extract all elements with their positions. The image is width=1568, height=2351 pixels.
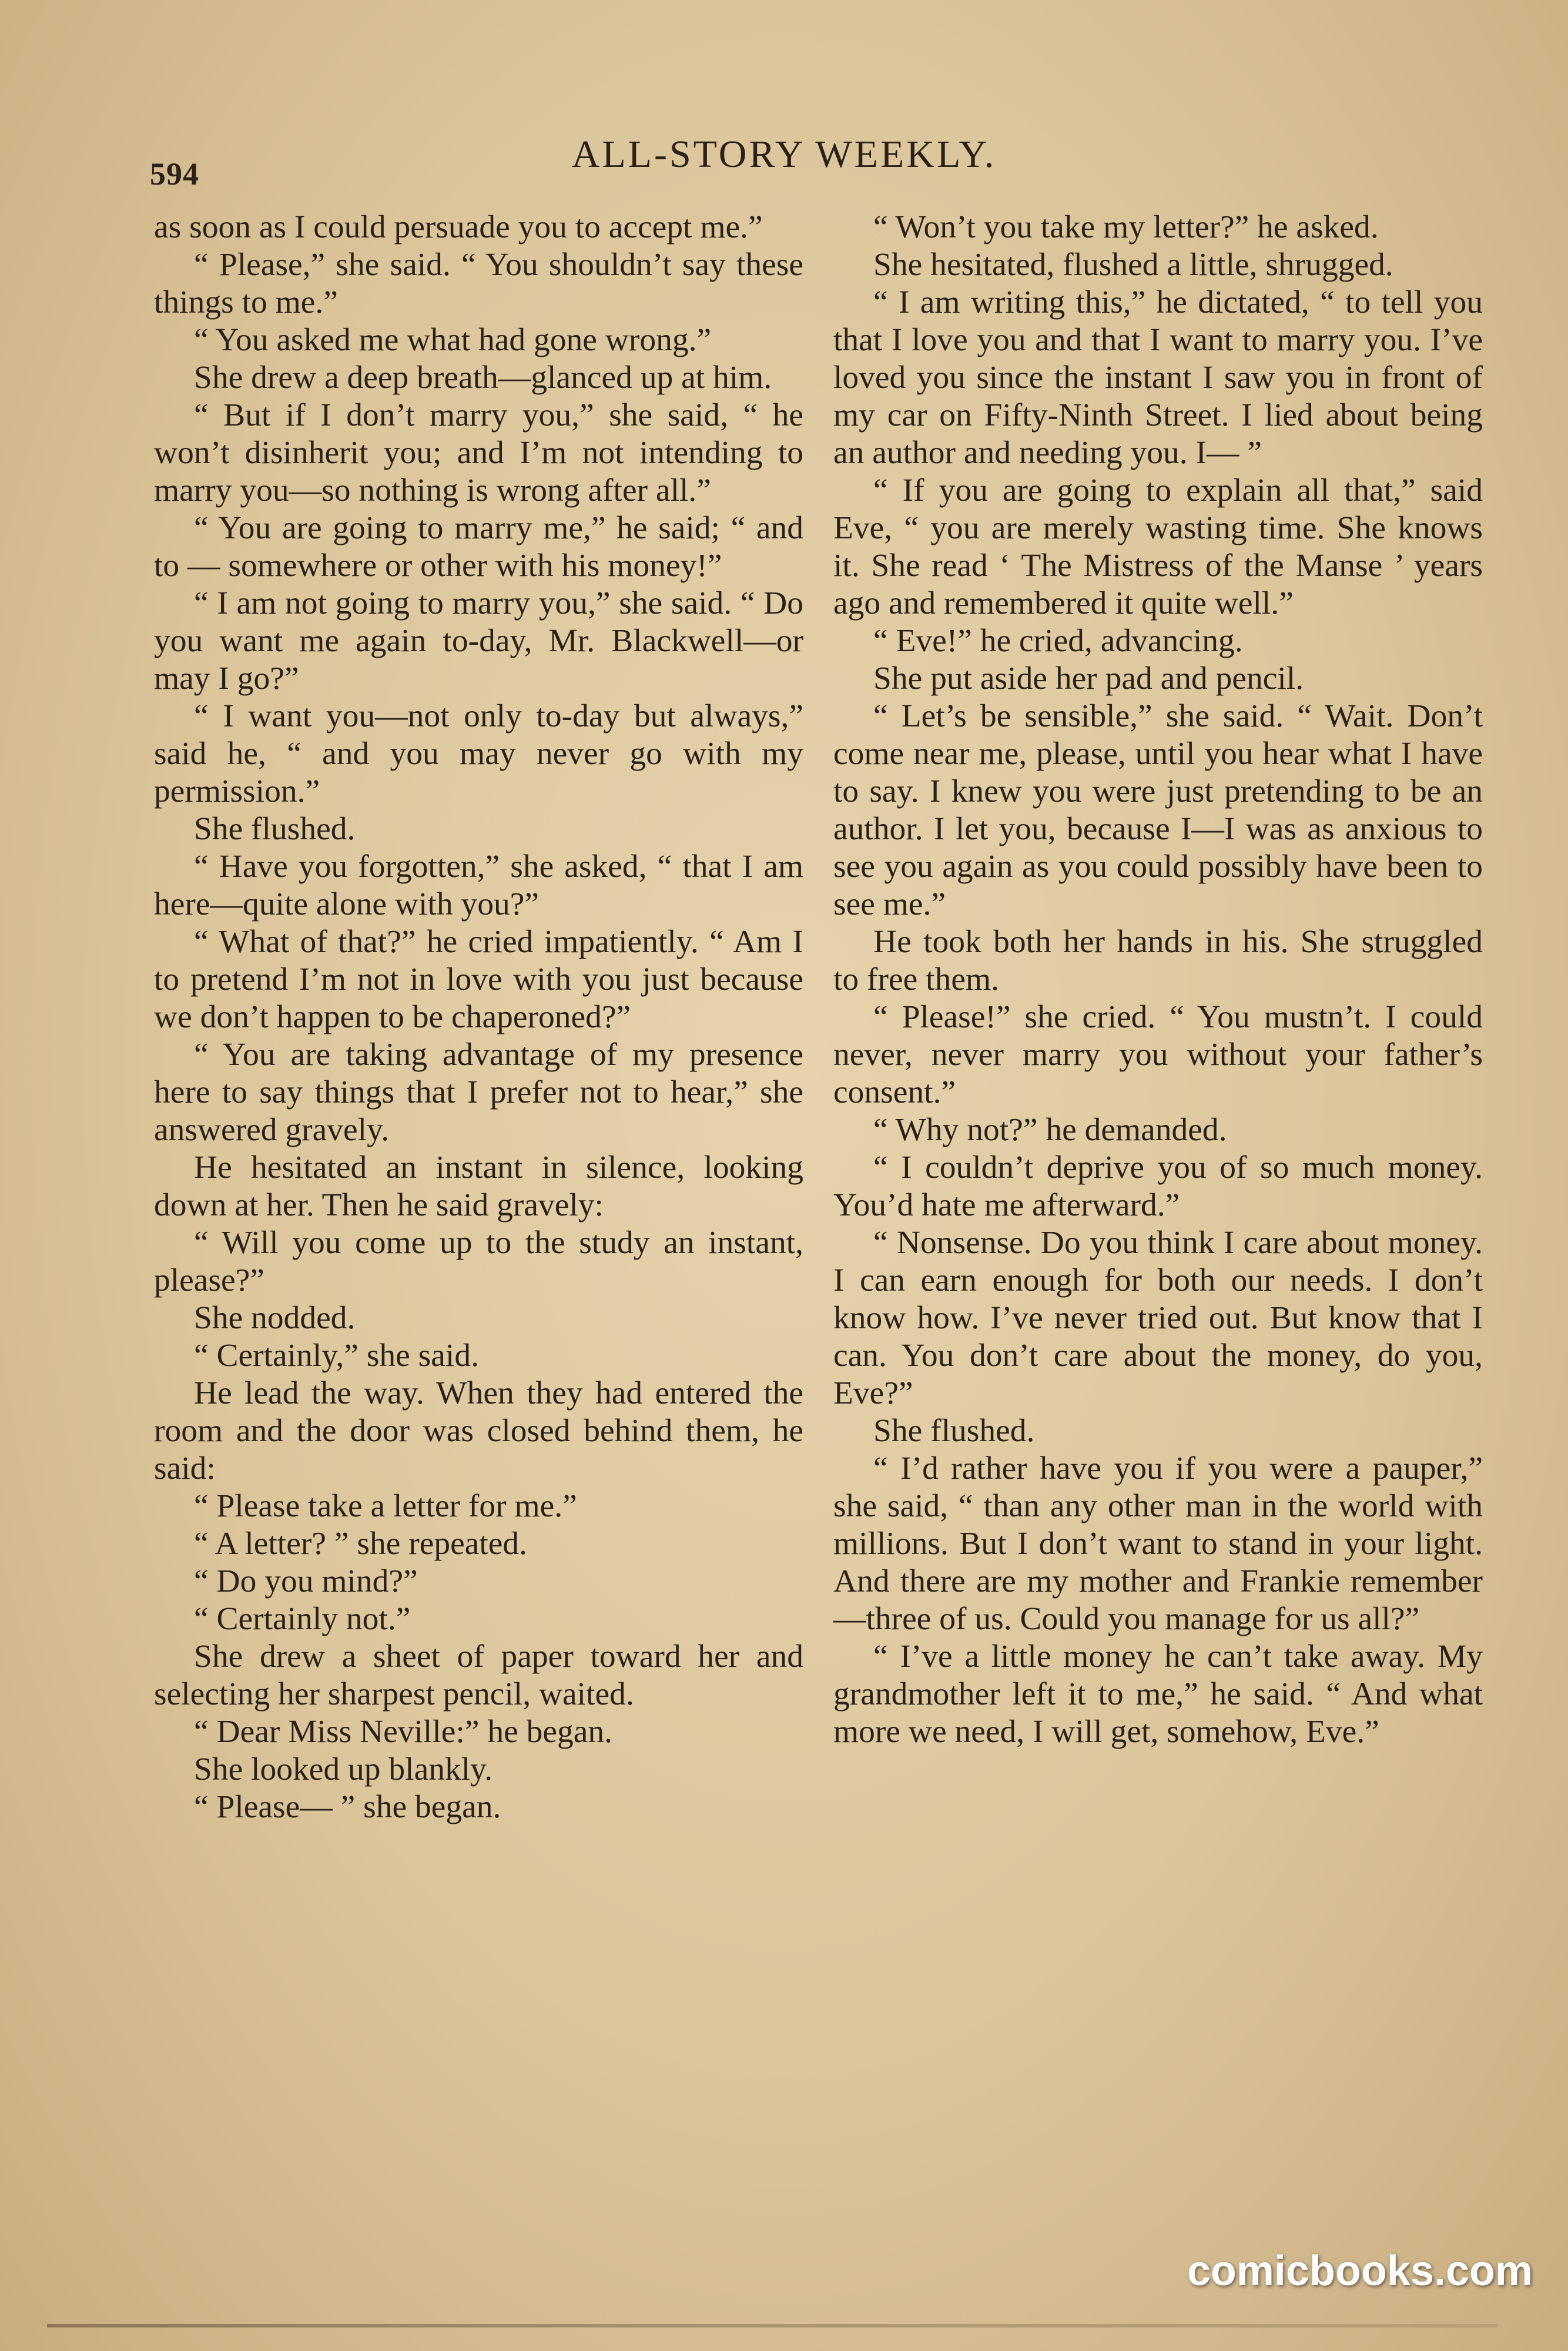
paragraph: “ I’ve a little money he can’t take away. My grandmother left it to me,” he said. “ And what more we need, I will get, somehow, Eve.” [833, 1639, 1483, 1750]
paragraph: “ Certainly not.” [194, 1601, 411, 1637]
paragraph: She put aside her pad and pencil. [873, 661, 1304, 696]
page-edge-shadow [47, 2324, 1497, 2327]
paragraph: “ Do you mind?” [194, 1563, 418, 1599]
paragraph: He took both her hands in his. She struggled to free them. [833, 924, 1483, 997]
running-head: ALL-STORY WEEKLY. [571, 133, 997, 176]
paragraph: She looked up blankly. [194, 1751, 493, 1787]
paragraph: She drew a sheet of paper toward her and selecting her sharpest pencil, waited. [154, 1639, 803, 1712]
paragraph: “ Certainly,” she said. [194, 1338, 479, 1374]
paragraph: She drew a deep breath—glanced up at him. [194, 360, 772, 396]
paragraph: “ What of that?” he cried impatiently. “ Am I to pretend I’m not in love with you just because we don’t happen to be chaperoned?” [154, 924, 803, 1035]
paragraph: She nodded. [194, 1300, 356, 1336]
paragraph: “ Let’s be sensible,” she said. “ Wait. Don’t come near me, please, until you hear what I have to say. I knew you were just pretending to be an author. I let you, because I—I was as anxious to see you again as you could possibly have been to see me.” [833, 698, 1483, 922]
paragraph: She flushed. [873, 1413, 1035, 1449]
paragraph: “ Please— ” she began. [194, 1789, 501, 1825]
paragraph: “ Please take a letter for me.” [194, 1488, 577, 1524]
paragraph: “ But if I don’t marry you,” she said, “ he won’t disinherit you; and I’m not intending to marry you—so nothing is wrong after all.” [154, 397, 803, 508]
paragraph: “ I’d rather have you if you were a pauper,” she said, “ than any other man in the world with millions. But I don’t want to stand in your light. And there are my mother and Frankie remember—three of us. Could you manage for us all?” [833, 1451, 1483, 1637]
paragraph: “ Will you come up to the study an instant, please?” [154, 1225, 803, 1298]
paragraph: “ Dear Miss Neville:” he began. [194, 1714, 612, 1750]
paragraph: “ You are going to marry me,” he said; “ and to — somewhere or other with his money!” [154, 510, 803, 584]
text-column-left [154, 209, 803, 1826]
watermark: comicbooks.com [1187, 2248, 1533, 2295]
paragraph: “ I am writing this,” he dictated, “ to tell you that I love you and that I want to marry you. I’ve loved you since the instant I saw you in front of my car on Fifty-Ninth Street. I lied about being an author and needing you. I— ” [833, 284, 1483, 471]
paragraph: “ You asked me what had gone wrong.” [194, 322, 712, 358]
paragraph: “ Nonsense. Do you think I care about money. I can earn enough for both our needs. I don’t know how. I’ve never tried out. But know that I can. You don’t care about the money, do you, Eve?” [833, 1225, 1483, 1411]
paragraph: “ Eve!” he cried, advancing. [873, 623, 1243, 659]
paragraph: “ Why not?” he demanded. [873, 1112, 1227, 1148]
paragraph: “ I couldn’t deprive you of so much money. You’d hate me afterward.” [833, 1150, 1483, 1223]
paragraph: “ Won’t you take my letter?” he asked. [873, 209, 1379, 245]
paragraph: “ You are taking advantage of my presence here to say things that I prefer not to hear,” she answered gravely. [154, 1037, 803, 1148]
paragraph: “ Please,” she said. “ You shouldn’t say these things to me.” [154, 247, 803, 320]
paragraph: She flushed. [194, 811, 356, 847]
paragraph: “ I am not going to marry you,” she said. “ Do you want me again to-day, Mr. Blackwell—or may I go?” [154, 585, 803, 696]
page-number: 594 [150, 156, 199, 192]
paragraph: “ Have you forgotten,” she asked, “ that I am here—quite alone with you?” [154, 849, 803, 922]
paragraph: “ Please!” she cried. “ You mustn’t. I could never, never marry you without your father’s consent.” [833, 999, 1483, 1110]
paragraph: “ I want you—not only to-day but always,” said he, “ and you may never go with my permission.” [154, 698, 803, 809]
paragraph: He hesitated an instant in silence, looking down at her. Then he said gravely: [154, 1150, 803, 1223]
paragraph: “ If you are going to explain all that,” said Eve, “ you are merely wasting time. She knows it. She read ‘ The Mistress of the Manse ’ years ago and remembered it quite well.” [833, 473, 1483, 621]
text-column-right [833, 209, 1483, 1751]
paragraph: She hesitated, flushed a little, shrugged. [873, 247, 1393, 283]
paragraph: as soon as I could persuade you to accept me.” [154, 209, 763, 245]
paragraph: He lead the way. When they had entered the room and the door was closed behind them, he said: [154, 1375, 803, 1486]
paragraph: “ A letter? ” she repeated. [194, 1526, 528, 1562]
